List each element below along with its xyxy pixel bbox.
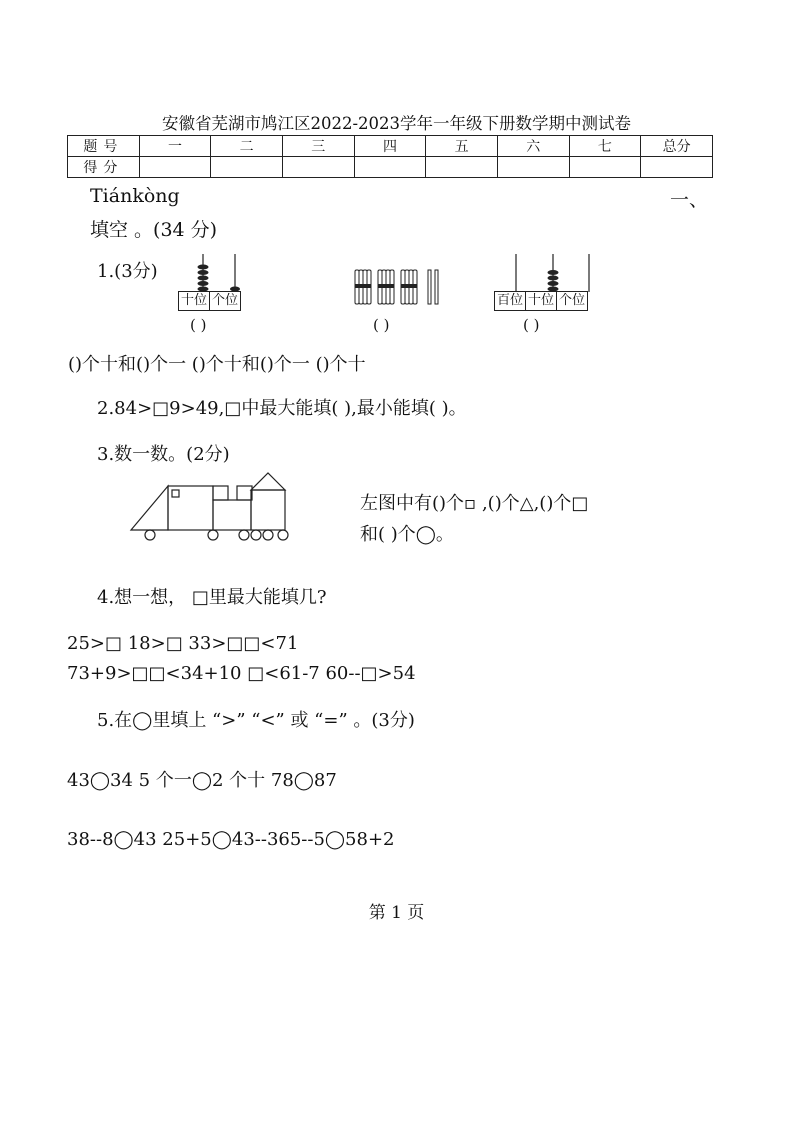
score-table [67,135,713,178]
score-cell: 三 [282,136,354,157]
score-cell: 七 [569,136,641,157]
stick-bundles-icon [352,268,447,308]
score-input-cell[interactable] [354,157,426,178]
abacus-2-place-labels [494,291,588,311]
score-cell: 二 [211,136,283,157]
score-cell: 题号 [68,136,140,157]
score-input-cell[interactable] [426,157,498,178]
q5-line-1: 43◯34 5 个一◯2 个十 78◯87 [67,770,337,791]
score-cell: 六 [497,136,569,157]
abacus-2-icon [494,250,609,294]
q1-blank-2[interactable]: ( ) [373,316,390,334]
section-number: 一、 [670,189,709,211]
exam-title: 安徽省芜湖市鸠江区2022-2023学年一年级下册数学期中测试卷 [161,114,632,133]
score-input-cell[interactable] [641,157,713,178]
score-input-cell[interactable] [497,157,569,178]
q4-line-2: 73+9>□□<34+10 □<61-7 60--□>54 [67,663,416,684]
abacus-1-place-labels [178,291,241,311]
q4-line-1: 25>□ 18>□ 33>□□<71 [67,633,299,654]
score-input-cell[interactable] [139,157,211,178]
place-label: 百位 [495,292,526,310]
q3-line-2: 和( )个◯。 [360,524,454,545]
q3-label: 3.数一数。(2分) [97,444,230,465]
place-label: 十位 [526,292,557,310]
score-cell: 一 [139,136,211,157]
score-cell: 得分 [68,157,140,178]
score-table-header-row [68,136,713,157]
q2-text: 2.84>□9>49,□中最大能填( ),最小能填( )。 [97,398,467,419]
score-table-score-row [68,157,713,178]
q4-label: 4.想一想， □里最大能填几? [97,587,327,608]
score-input-cell[interactable] [211,157,283,178]
page-number: 第 1 页 [368,903,425,923]
q1-blank-1[interactable]: ( ) [190,316,207,334]
q1-answer-line: ()个十和()个一 ()个十和()个一 ()个十 [68,354,366,375]
q1-label: 1.(3分) [97,261,158,282]
place-label: 个位 [559,293,586,308]
score-cell: 四 [354,136,426,157]
q5-label: 5.在◯里填上 “>” “<” 或 “=” 。(3分) [97,710,415,731]
abacus-1-icon [178,250,258,294]
score-input-cell[interactable] [282,157,354,178]
place-label: 十位 [179,292,210,310]
score-cell: 总分 [641,136,713,157]
q1-blank-3[interactable]: ( ) [523,316,540,334]
q5-line-2: 38--8◯43 25+5◯43--365--5◯58+2 [67,829,395,850]
score-cell: 五 [426,136,498,157]
section-pinyin: Tiánkòng [90,185,180,207]
score-input-cell[interactable] [569,157,641,178]
place-label: 个位 [212,293,239,308]
section-heading: 填空 。(34 分) [90,219,218,241]
train-figure-icon [128,470,293,542]
q3-line-1: 左图中有()个▫ ,()个△,()个□ [360,493,589,514]
